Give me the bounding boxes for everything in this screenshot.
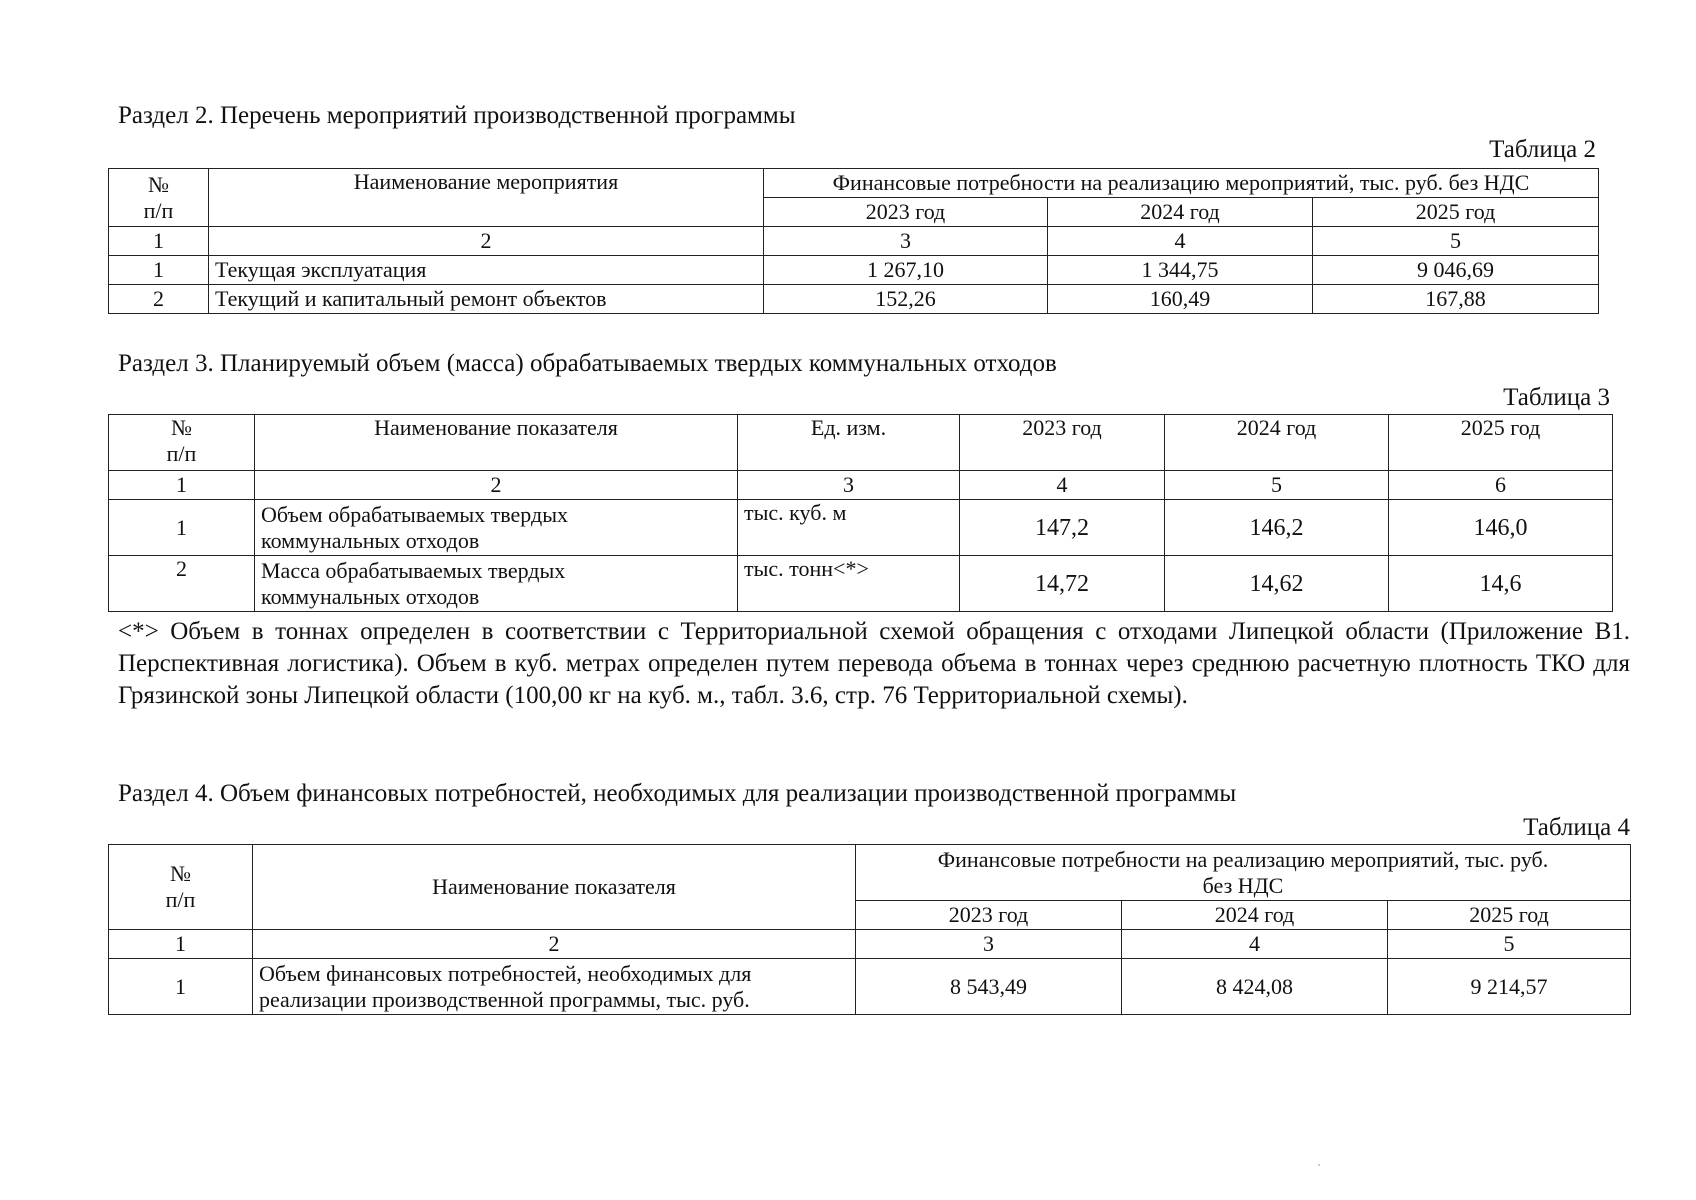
row-name: Текущий и капитальный ремонт объектов: [209, 285, 764, 314]
table4-header-2023: 2023 год: [856, 901, 1122, 930]
table3: [108, 414, 1613, 612]
table4-index-cell: 1: [109, 930, 253, 959]
row-value-2024: 14,62: [1165, 556, 1389, 612]
table3-index-cell: 2: [255, 471, 738, 500]
table3-header-name: Наименование показателя: [255, 415, 738, 471]
table4-label: Таблица 4: [1523, 814, 1630, 841]
table3-index-cell: 1: [109, 471, 255, 500]
table4-index-cell: 4: [1122, 930, 1388, 959]
table4-index-cell: 5: [1388, 930, 1631, 959]
table3-index-cell: 4: [960, 471, 1165, 500]
table3-header-unit: Ед. изм.: [738, 415, 960, 471]
row-value-2024: 1 344,75: [1048, 256, 1313, 285]
table4-index-cell: 3: [856, 930, 1122, 959]
row-name: Объем финансовых потребностей, необходимых для реализации производственной программы, тыс. руб.: [253, 959, 856, 1015]
table4-header-name: Наименование показателя: [253, 845, 856, 930]
section2-heading: Раздел 2. Перечень мероприятий производственной программы: [118, 102, 796, 129]
row-value-2023: 1 267,10: [764, 256, 1048, 285]
table2-label: Таблица 2: [1489, 136, 1596, 163]
table4-header-2024: 2024 год: [1122, 901, 1388, 930]
table3-index-cell: 6: [1389, 471, 1613, 500]
table2-header-2024: 2024 год: [1048, 198, 1313, 227]
row-value-2023: 147,2: [960, 500, 1165, 556]
table4-index-cell: 2: [253, 930, 856, 959]
table2-header-num: № п/п: [109, 169, 209, 227]
row-value-2024: 146,2: [1165, 500, 1389, 556]
row-num: 2: [109, 556, 255, 612]
table2: [108, 168, 1599, 314]
scan-speck: [1318, 1164, 1320, 1166]
table3-index-cell: 3: [738, 471, 960, 500]
table4: [108, 844, 1631, 1015]
table3-label: Таблица 3: [1503, 384, 1610, 411]
section4-heading: Раздел 4. Объем финансовых потребностей, необходимых для реализации производственной программы: [118, 780, 1237, 807]
row-value-2023: 152,26: [764, 285, 1048, 314]
row-num: 2: [109, 285, 209, 314]
table3-header-2024: 2024 год: [1165, 415, 1389, 471]
table2-header-2025: 2025 год: [1313, 198, 1599, 227]
row-value-2025: 167,88: [1313, 285, 1599, 314]
table2-index-cell: 3: [764, 227, 1048, 256]
row-num: 1: [109, 500, 255, 556]
row-name: Объем обрабатываемых твердых коммунальных отходов: [255, 500, 738, 556]
table3-header-2023: 2023 год: [960, 415, 1165, 471]
table2-header-2023: 2023 год: [764, 198, 1048, 227]
table4-header-2025: 2025 год: [1388, 901, 1631, 930]
table2-index-cell: 5: [1313, 227, 1599, 256]
row-num: 1: [109, 959, 253, 1015]
row-value-2023: 14,72: [960, 556, 1165, 612]
table3-header-2025: 2025 год: [1389, 415, 1613, 471]
row-name: Масса обрабатываемых твердых коммунальных отходов: [255, 556, 738, 612]
row-value-2025: 14,6: [1389, 556, 1613, 612]
table-row: [109, 500, 1613, 556]
table-row: [109, 256, 1599, 285]
row-value-2024: 8 424,08: [1122, 959, 1388, 1015]
table-row: [109, 959, 1631, 1015]
row-unit: тыс. куб. м: [738, 500, 960, 556]
row-unit: тыс. тонн<*>: [738, 556, 960, 612]
row-value-2025: 146,0: [1389, 500, 1613, 556]
row-value-2023: 8 543,49: [856, 959, 1122, 1015]
table2-index-cell: 4: [1048, 227, 1313, 256]
table-row: [109, 556, 1613, 612]
table2-header-name: Наименование мероприятия: [209, 169, 764, 227]
table3-index-cell: 5: [1165, 471, 1389, 500]
row-name: Текущая эксплуатация: [209, 256, 764, 285]
table2-header-group: Финансовые потребности на реализацию мероприятий, тыс. руб. без НДС: [764, 169, 1599, 198]
table2-index-cell: 1: [109, 227, 209, 256]
table4-header-num: № п/п: [109, 845, 253, 930]
row-num: 1: [109, 256, 209, 285]
table-row: [109, 285, 1599, 314]
table4-header-group: Финансовые потребности на реализацию мероприятий, тыс. руб. без НДС: [856, 845, 1631, 901]
row-value-2025: 9 214,57: [1388, 959, 1631, 1015]
table3-header-num: № п/п: [109, 415, 255, 471]
row-value-2025: 9 046,69: [1313, 256, 1599, 285]
table2-index-cell: 2: [209, 227, 764, 256]
table3-footnote: <*> Объем в тоннах определен в соответствии с Территориальной схемой обращения с отходами Липецкой области (Приложение В1. Перспективная логистика). Объем в куб. метрах определен путем перевода объема в тоннах через среднюю расчетную плотность ТКО для Грязинской зоны Липецкой области (100,00 кг на куб. м., табл. 3.6, стр. 76 Территориальной схемы).: [118, 618, 1630, 709]
row-value-2024: 160,49: [1048, 285, 1313, 314]
section3-heading: Раздел 3. Планируемый объем (масса) обрабатываемых твердых коммунальных отходов: [118, 350, 1057, 377]
